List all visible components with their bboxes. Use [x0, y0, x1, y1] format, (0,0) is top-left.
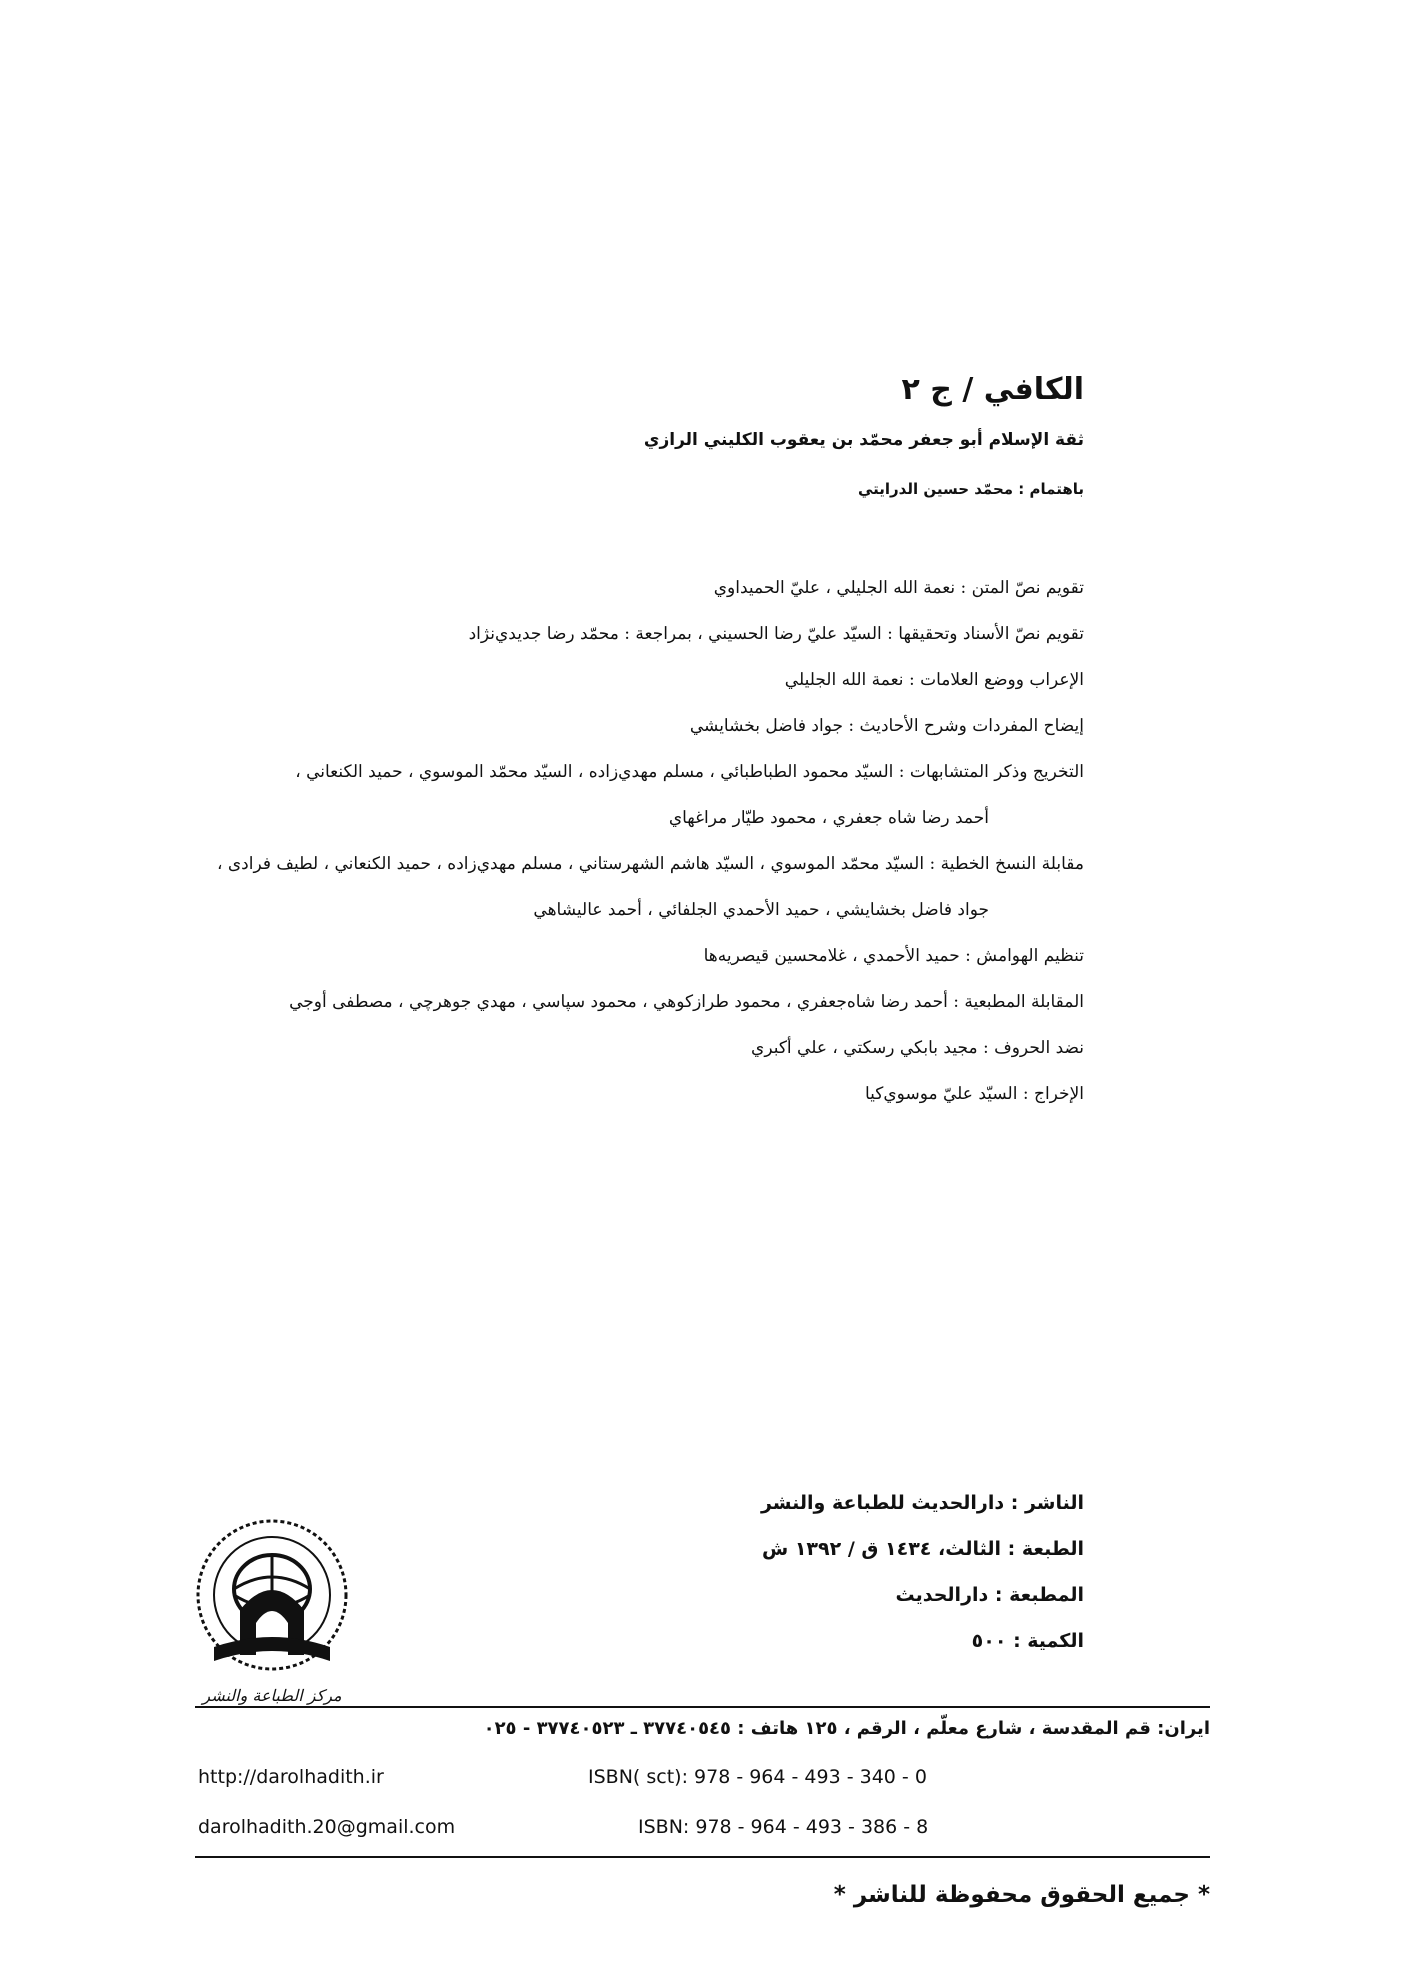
divider — [195, 1856, 1210, 1858]
credit-line-continuation: جواد فاضل بخشايشي ، حميد الأحمدي الجلفائي ، أحمد عاليشاهي — [533, 900, 989, 920]
logo-caption: مركز الطباعة والنشر — [202, 1686, 342, 1705]
divider — [195, 1706, 1210, 1708]
author-line: ثقة الإسلام أبو جعفر محمّد بن يعقوب الكليني الرازي — [643, 430, 1084, 450]
publisher-line: الناشر : دارالحديث للطباعة والنشر — [760, 1492, 1084, 1514]
isbn: ISBN: 978 - 964 - 493 - 386 - 8 — [638, 1816, 929, 1838]
press-line: المطبعة : دارالحديث — [895, 1584, 1084, 1606]
isbn-set: ISBN( sct): 978 - 964 - 493 - 340 - 0 — [588, 1766, 927, 1788]
credit-line: الإعراب ووضع العلامات : نعمة الله الجليلي — [784, 670, 1084, 690]
credit-line: تقويم نصّ المتن : نعمة الله الجليلي ، عليّ الحميداوي — [713, 578, 1084, 598]
credit-line: المقابلة المطبعية : أحمد رضا شاه‌جعفري ، محمود طرازكوهي ، محمود سپاسي ، مهدي جوهرچي ، مصطفى أوجي — [289, 992, 1084, 1012]
credit-line: نضد الحروف : مجيد بابكي رسكتي ، علي أكبري — [751, 1038, 1084, 1058]
email-link[interactable]: darolhadith.20@gmail.com — [198, 1816, 456, 1838]
book-title: الكافي / ج ٢ — [901, 372, 1084, 407]
credit-line: تنظيم الهوامش : حميد الأحمدي ، غلامحسين قيصريه‌ها — [703, 946, 1084, 966]
credit-line: إيضاح المفردات وشرح الأحاديث : جواد فاضل بخشايشي — [689, 716, 1084, 736]
credit-line: تقويم نصّ الأسناد وتحقيقها : السيّد عليّ رضا الحسيني ، بمراجعة : محمّد رضا جديدي‌نژاد — [468, 624, 1084, 644]
credit-line: مقابلة النسخ الخطية : السيّد محمّد الموسوي ، السيّد هاشم الشهرستاني ، مسلم مهدي‌زاده ، حميد الكنعاني ، لطيف فرادى ، — [216, 854, 1084, 874]
address-line: ايران: قم المقدسة ، شارع معلّم ، الرقم ، ١٢٥ هاتف : ٣٧٧٤٠٥٤٥ ـ ٣٧٧٤٠٥٢٣ - ٠٢٥ — [483, 1718, 1210, 1739]
darolhadith-emblem-icon — [170, 1515, 375, 1715]
credits-list — [184, 565, 1084, 1117]
rights-notice: * جميع الحقوق محفوظة للناشر * — [833, 1882, 1210, 1908]
editor-line: باهتمام : محمّد حسين الدرايتي — [857, 480, 1084, 498]
credit-line: التخريج وذكر المتشابهات : السيّد محمود الطباطبائي ، مسلم مهدي‌زاده ، السيّد محمّد الموسوي ، حميد الكنعاني ، — [295, 762, 1084, 782]
edition-line: الطبعة : الثالث، ١٤٣٤ ق / ١٣٩٢ ش — [761, 1538, 1084, 1560]
credit-line-continuation: أحمد رضا شاه جعفري ، محمود طيّار مراغهاي — [668, 808, 989, 828]
publisher-logo — [170, 1515, 375, 1715]
publication-info — [761, 1480, 1084, 1664]
website-link[interactable]: http://darolhadith.ir — [198, 1766, 384, 1788]
credit-line: الإخراج : السيّد عليّ موسوي‌كيا — [864, 1084, 1084, 1104]
quantity-line: الكمية : ٥٠٠ — [971, 1630, 1084, 1652]
